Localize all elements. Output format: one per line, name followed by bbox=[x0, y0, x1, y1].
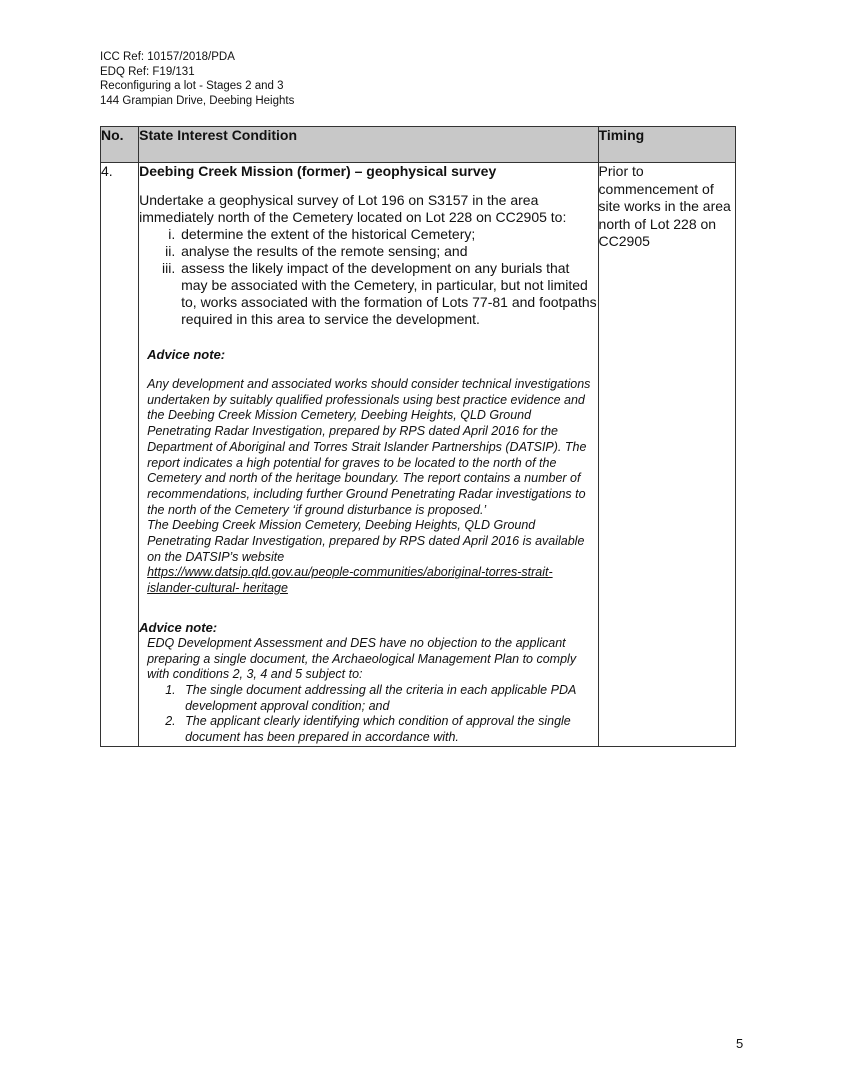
edq-ref: EDQ Ref: F19/131 bbox=[100, 65, 195, 78]
datsip-website-link[interactable]: https://www.datsip.qld.gov.au/people-communities/aboriginal-torres-strait-islander-cultural- heritage bbox=[147, 565, 553, 596]
document-header bbox=[100, 50, 294, 108]
list-item: 1. The single document addressing all the criteria in each applicable PDA development approval condition; and bbox=[179, 683, 597, 714]
advice-note-text-2: The Deebing Creek Mission Cemetery, Deebing Heights, QLD Ground Penetrating Radar Investigation, prepared by RPS dated April 2016 is available on the DATSIP’s website bbox=[147, 518, 585, 564]
site-address: 144 Grampian Drive, Deebing Heights bbox=[100, 94, 295, 107]
table-row bbox=[101, 163, 736, 747]
list-item: 2. The applicant clearly identifying which condition of approval the single document has been prepared in accordance with. bbox=[179, 714, 597, 745]
advice-note-text: Any development and associated works should consider technical investigations undertaken by suitably qualified professionals using best practice evidence and the Deebing Creek Mission Cemetery, Deebing Heights, QLD Ground Penetrating Radar Investigation, prepared by RPS dated April 2016 for the Department of Aboriginal and Torres Strait Islander Partnerships (DATSIP). The report indicates a high potential for graves to be located to the north of the Cemetery and north of the heritage boundary. The report contains a number of recommendations, including further Ground Penetrating Radar investigations to the north of the Cemetery ‘if ground disturbance is proposed.’ bbox=[147, 377, 591, 517]
advice-note-title: Advice note: bbox=[147, 347, 226, 362]
advice-note-2-items bbox=[147, 683, 597, 746]
advice-note-body bbox=[147, 377, 597, 597]
advice-note-2-body bbox=[147, 636, 597, 746]
application-description: Reconfiguring a lot - Stages 2 and 3 bbox=[100, 80, 284, 92]
header-no: No. bbox=[101, 127, 139, 163]
condition-items bbox=[139, 226, 597, 328]
page-number: 5 bbox=[736, 1036, 744, 1051]
advice-note-2-text: EDQ Development Assessment and DES have no objection to the applicant preparing a single document, the Archaeological Management Plan to comply with conditions 2, 3, 4 and 5 subject to: bbox=[147, 635, 577, 682]
header-condition: State Interest Condition bbox=[139, 127, 598, 163]
list-item: ii. analyse the results of the remote sensing; and bbox=[179, 243, 597, 260]
table-header-row bbox=[101, 127, 736, 163]
condition-intro: Undertake a geophysical survey of Lot 196 on S3157 in the area immediately north of the Cemetery located on Lot 228 on CC2905 to: bbox=[139, 192, 567, 225]
header-timing: Timing bbox=[598, 127, 735, 163]
condition-number: 4. bbox=[101, 163, 139, 747]
condition-cell bbox=[139, 163, 598, 747]
list-item: i. determine the extent of the historical Cemetery; bbox=[179, 226, 597, 243]
list-item: iii. assess the likely impact of the development on any burials that may be associated with the Cemetery, in particular, but not limited to, works associated with the formation of Lots 77-81 and footpaths required in this area to service the development. bbox=[179, 260, 597, 328]
advice-note-2-title: Advice note: bbox=[139, 619, 218, 635]
condition-title: Deebing Creek Mission (former) – geophysical survey bbox=[139, 163, 497, 179]
timing-cell: Prior to commencement of site works in the area north of Lot 228 on CC2905 bbox=[598, 163, 735, 747]
conditions-table bbox=[100, 126, 736, 747]
icc-ref: ICC Ref: 10157/2018/PDA bbox=[100, 51, 235, 63]
